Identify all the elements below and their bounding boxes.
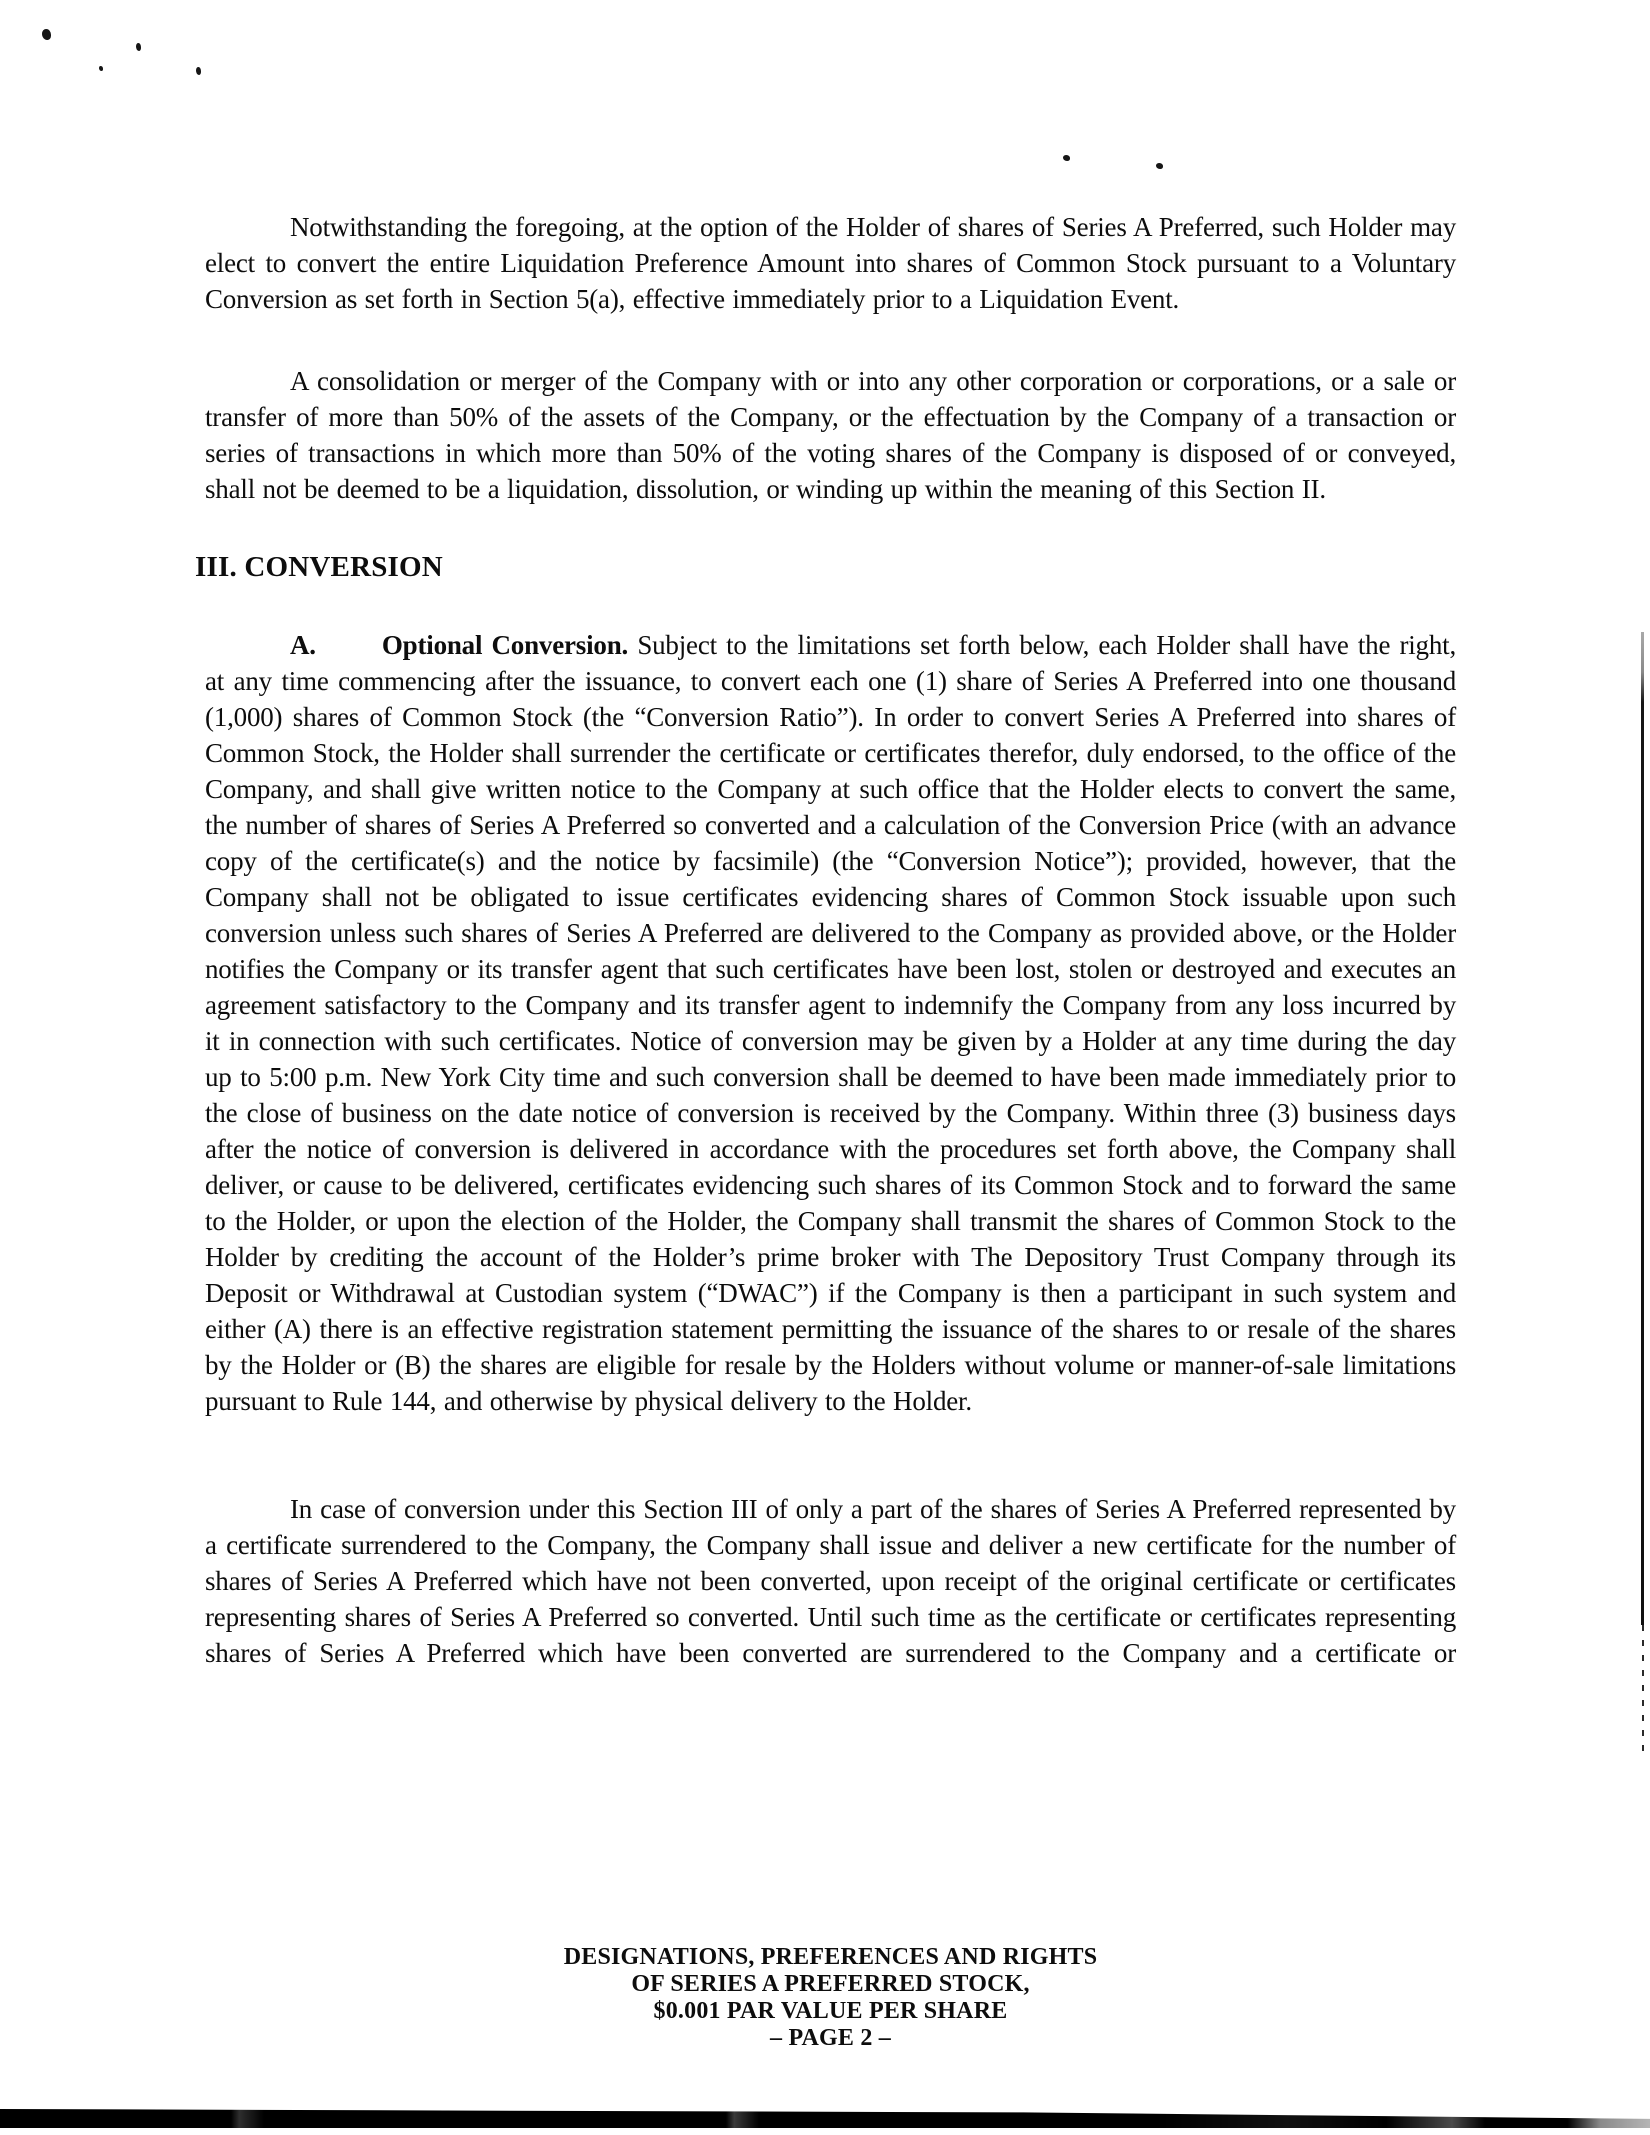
- footer-par-value-line: $0.001 PAR VALUE PER SHARE: [653, 1998, 1008, 2024]
- footer-title-line: OF SERIES A PREFERRED STOCK,: [631, 1971, 1030, 1997]
- scan-speck: [1156, 163, 1163, 169]
- document-body: [195, 209, 1456, 1671]
- clause-label: A.: [290, 630, 316, 660]
- clause-text: Subject to the limitations set forth below, each Holder shall have the right, at any time commencing after the issuance, to convert each one (1) share of Series A Preferred into one thousand (1,000) shares of Common Stock (the “Conversion Ratio”). In order to convert Series A Preferred into shares of Common Stock, the Holder shall surrender the certificate or certificates therefor, duly endorsed, to the office of the Company, and shall give written notice to the Company at such office that the Holder elects to convert the same, the number of shares of Series A Preferred so converted and a calculation of the Conversion Price (with an advance copy of the certificate(s) and the notice by facsimile) (the “Conversion Notice”); provided, however, that the Company shall not be obligated to issue certificates evidencing shares of Common Stock issuable upon such conversion unless such shares of Series A Preferred are delivered to the Company as provided above, or the Holder notifies the Company or its transfer agent that such certificates have been lost, stolen or destroyed and executes an agreement satisfactory to the Company and its transfer agent to indemnify the Company from any loss incurred by it in connection with such certificates. Notice of conversion may be given by a Holder at any time during the day up to 5:00 p.m. New York City time and such conversion shall be deemed to have been made immediately prior to the close of business on the date notice of conversion is received by the Company. Within three (3) business days after the notice of conversion is delivered in accordance with the procedures set forth above, the Company shall deliver, or cause to be delivered, certificates evidencing such shares of its Common Stock and to forward the same to the Holder, or upon the election of the Holder, the Company shall transmit the shares of Common Stock to the Holder by crediting the account of the Holder’s prime broker with The Depository Trust Company through its Deposit or Withdrawal at Custodian system (“DWAC”) if the Company is then a participant in such system and either (A) there is an effective registration statement permitting the issuance of the shares to or resale of the shares by the Holder or (B) the shares are eligible for resale by the Holders without volume or manner-of-sale limitations pursuant to Rule 144, and otherwise by physical delivery to the Holder.: [205, 630, 1456, 1416]
- paragraph-optional-conversion: [205, 627, 1456, 1419]
- scan-artifact-vertical-line-dashes: [1642, 1625, 1644, 1760]
- scan-speck: [1063, 155, 1070, 161]
- scan-artifact-vertical-line: [1641, 632, 1644, 1625]
- scan-speck: [99, 66, 103, 71]
- scan-speck: [136, 43, 141, 51]
- page-footer: [205, 1944, 1456, 2052]
- paragraph-liquidation-option: Notwithstanding the foregoing, at the option of the Holder of shares of Series A Preferred, such Holder may elect to convert the entire Liquidation Preference Amount into shares of Common Stock pursuant to a Voluntary Conversion as set forth in Section 5(a), effective immediately prior to a Liquidation Event.: [205, 212, 1456, 314]
- scan-artifact-bottom-bar: [0, 2109, 1650, 2128]
- paragraph-partial-conversion: In case of conversion under this Section III of only a part of the shares of Series A Preferred represented by a certificate surrendered to the Company, the Company shall issue and deliver a new certificate for the number of shares of Series A Preferred which have not been converted, upon receipt of the original certificate or certificates representing shares of Series A Preferred so converted. Until such time as the certificate or certificates representing shares of Series A Preferred which have been converted are surrendered to the Company and a certificate or: [205, 1494, 1456, 1668]
- clause-title: Optional Conversion.: [381, 630, 629, 660]
- scan-speck: [42, 29, 51, 40]
- footer-title-line: DESIGNATIONS, PREFERENCES AND RIGHTS: [563, 1944, 1098, 1970]
- section-heading-conversion: III. CONVERSION: [195, 551, 443, 583]
- footer-page-number: – PAGE 2 –: [770, 2025, 891, 2051]
- scan-speck: [196, 67, 201, 75]
- paragraph-consolidation-merger: A consolidation or merger of the Company with or into any other corporation or corporations, or a sale or transfer of more than 50% of the assets of the Company, or the effectuation by the Company of a transaction or series of transactions in which more than 50% of the voting shares of the Company is disposed of or conveyed, shall not be deemed to be a liquidation, dissolution, or winding up within the meaning of this Section II.: [205, 366, 1456, 504]
